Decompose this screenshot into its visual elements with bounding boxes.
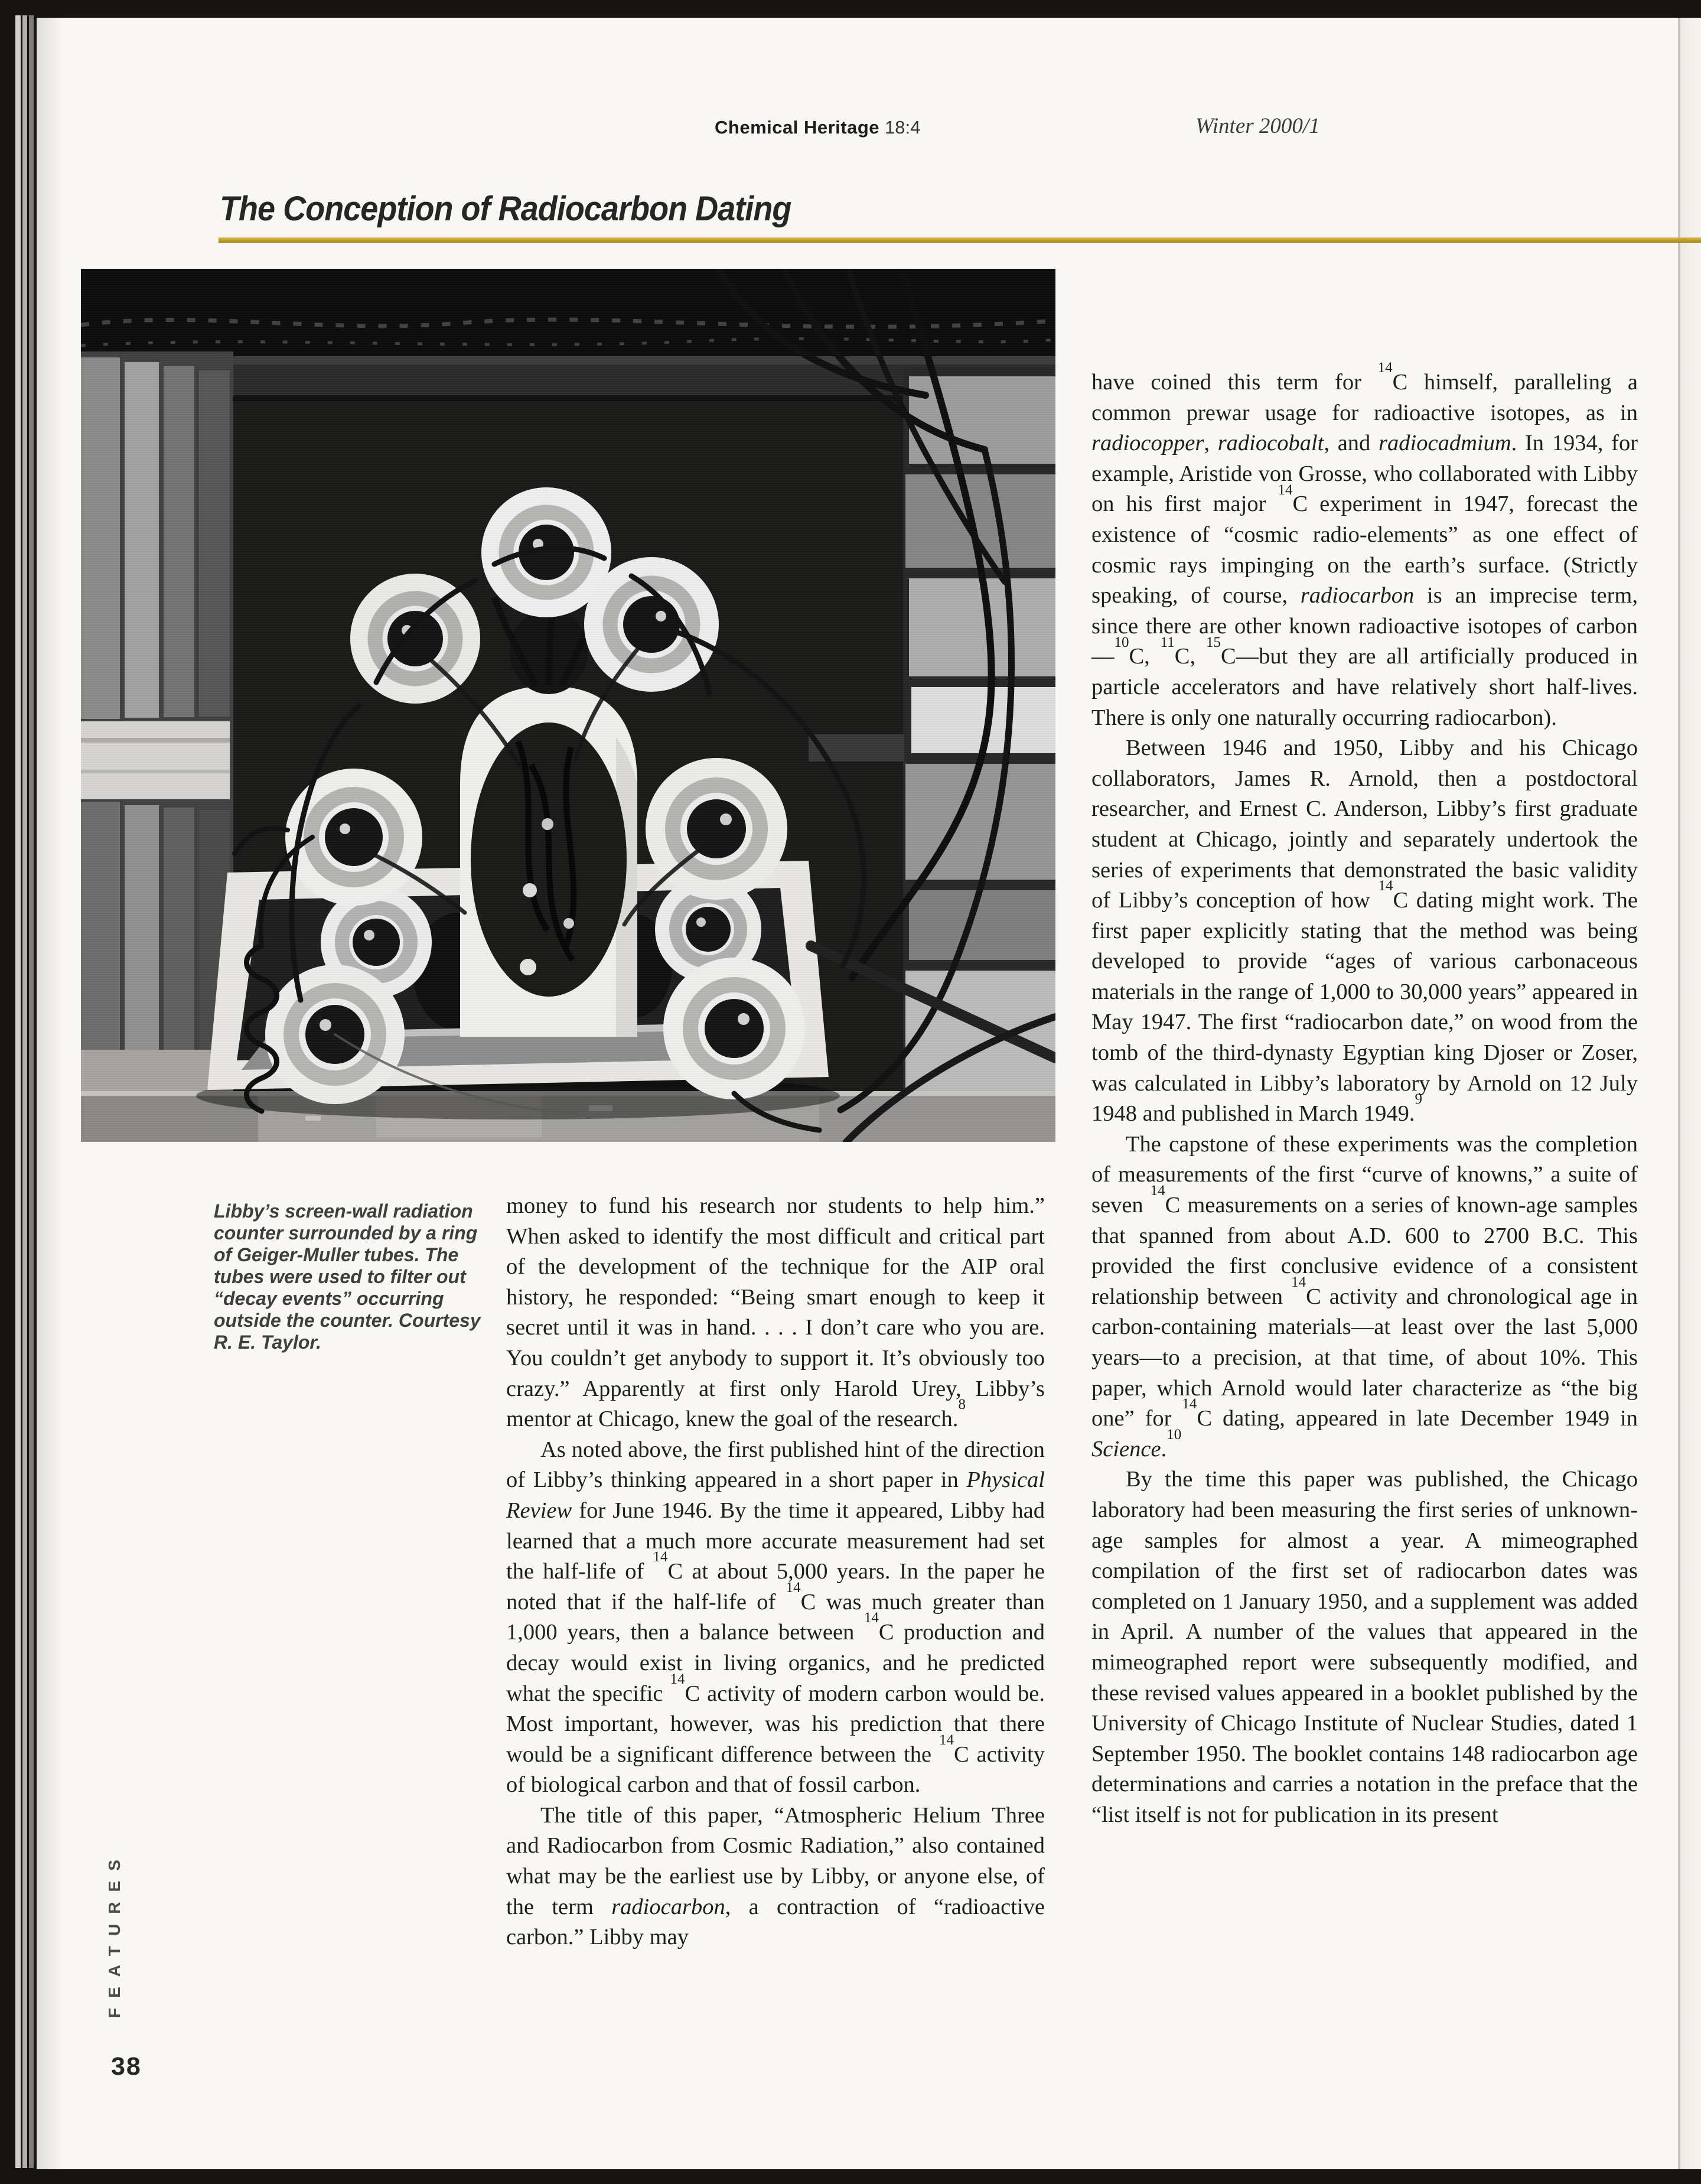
paragraph: have coined this term for $^{14}$C himself, paralleling a common prewar usage for radioactive isotopes, as in radiocopper, radiocobalt, and radiocadmium. In 1934, for example, Aristide von Grosse, who collaborated with Libby on his first major $^{14}$C experiment in 1947, forecast the existence of “cosmic radio-elements” as one effect of cosmic rays impinging on the earth’s surface. (Strictly speaking, of course, radiocarbon is an imprecise term, since there are other known radioactive isotopes of carbon—$^{10}$C, $^{11}$C, $^{15}$C—but they are all artificially produced in particle accelerators and have relatively short half-lives. There is only one naturally occurring radiocarbon).: [1091, 360, 1638, 730]
paragraph: By the time this paper was published, the Chicago laboratory had been measuring the first series of unknown-age samples for almost a year. A mimeographed compilation of the first set of radiocarbon dates was completed on 1 January 1950, and a supplement was added in April. A number of the values that appeared in the mimeographed report were subsequently modified, and these revised values appeared in a booklet published by the University of Chicago Institute of Nuclear Studies, dated 1 September 1950. The booklet contains 148 radiocarbon age determinations and carries a notation in the preface that the “list itself is not for publication in its present: [1091, 1467, 1638, 1827]
body-column-1: [506, 1191, 1045, 1953]
geiger-tube: [663, 958, 805, 1099]
page-stack-edge: [29, 15, 34, 2168]
photo-radiation-counter: [81, 269, 1055, 1142]
binding-shadow: [37, 18, 64, 2169]
photo-caption: Libby’s screen-wall radiation counter surrounded by a ring of Geiger-Muller tubes. The tubes were used to filter out “decay events” occurring outside the counter. Courtesy R. E. Taylor.: [214, 1200, 481, 1353]
page-fold-line: [1678, 18, 1680, 2169]
page-stack-edge: [15, 15, 21, 2168]
page-curl-shade: [1680, 18, 1701, 2169]
left-wall-planks: [81, 351, 233, 1091]
paragraph: money to fund his research nor students to help him.” When asked to identify the most difficult and critical part of the development of the technique for the AIP oral history, he responded: “Being smart enough to keep it secret until it was in hand. . . . I don’t care who you are. You couldn’t get anybody to support it. It’s obviously too crazy.” Apparently at first only Harold Urey, Libby’s mentor at Chicago, knew the goal of the research.$^8$: [506, 1193, 1045, 1432]
geiger-tube: [350, 574, 480, 704]
photo-image: [81, 269, 1055, 1142]
body-column-2: [1091, 360, 1638, 1831]
paragraph: As noted above, the first published hint of the direction of Libby’s thinking appeared in a short paper in Physical Review for June 1946. By the time it appeared, Libby had learned that a much more accurate measurement had set the half-life of $^{14}$C at about 5,000 years. In the paper he noted that if the half-life of $^{14}$C was much greater than 1,000 years, then a balance between $^{14}$C production and decay would exist in living organics, and he predicted what the specific $^{14}$C activity of modern carbon would be. Most important, however, was his prediction that there would be a significant difference between the $^{14}$C activity of biological carbon and that of fossil carbon.: [506, 1437, 1045, 1798]
title-underline-rule: [219, 237, 1701, 243]
geiger-tube: [285, 769, 422, 906]
paragraph: The title of this paper, “Atmospheric Helium Three and Radiocarbon from Cosmic Radiation,” also contained what may be the earliest use by Libby, or anyone else, of the term radiocarbon, a contraction of “radioactive carbon.” Libby may: [506, 1802, 1045, 1950]
article-title: The Conception of Radiocarbon Dating: [220, 190, 791, 228]
running-header-season: Winter 2000/1: [1195, 114, 1320, 138]
page-number: 38: [111, 2052, 142, 2081]
paragraph: Between 1946 and 1950, Libby and his Chicago collaborators, James R. Arnold, then a postdoctoral researcher, and Ernest C. Anderson, Libby’s first graduate student at Chicago, jointly and separately undertook the series of experiments that demonstrated the basic validity of Libby’s conception of how $^{14}$C dating might work. The first paper explicitly stating that the method was being developed to provide “ages of various carbonaceous materials in the range of 1,000 to 30,000 years” appeared in May 1947. The first “radiocarbon date,” on wood from the tomb of the third-dynasty Egyptian king Djoser or Zoser, was calculated in Libby’s laboratory by Arnold on 12 July 1948 and published in March 1949.$^9$: [1091, 735, 1638, 1127]
page-stack-edge: [22, 15, 27, 2168]
section-label-features: FEATURES: [105, 1850, 123, 2018]
running-header: [715, 117, 920, 138]
paragraph: The capstone of these experiments was the completion of measurements of the first “curve of knowns,” a suite of seven $^{14}$C measurements on a series of known-age samples that spanned from about A.D. 600 to 2700 B.C. This provided the first conclusive evidence of a consistent relationship between $^{14}$C activity and chronological age in carbon-containing materials—at least over the last 5,000 years—to a precision, at that time, of about 10%. This paper, which Arnold would later characterize as “the big one” for $^{14}$C dating, appeared in late December 1949 in Science.$^{10}$: [1091, 1131, 1638, 1462]
journal-issue: 18:4: [885, 117, 921, 138]
journal-name: Chemical Heritage: [715, 117, 879, 138]
magazine-page: [37, 18, 1701, 2169]
